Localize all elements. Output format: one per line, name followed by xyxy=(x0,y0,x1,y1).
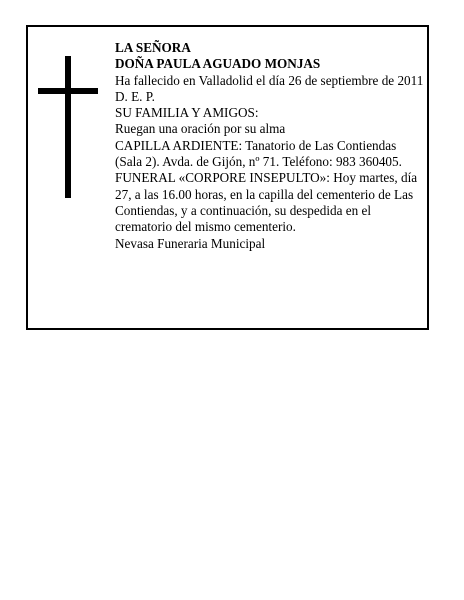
deceased-name: DOÑA PAULA AGUADO MONJAS xyxy=(115,56,321,72)
family-heading: SU FAMILIA Y AMIGOS: xyxy=(115,105,259,121)
funeral-info: FUNERAL «CORPORE INSEPULTO»: Hoy martes, día 27, a las 16.00 horas, en la capilla del cementerio de Las Contiendas, y a continuación, su despedida en el crematorio del mismo cementerio. xyxy=(115,170,418,235)
funeral-home: Nevasa Funeraria Municipal xyxy=(115,235,266,251)
rip-line: D. E. P. xyxy=(115,88,155,104)
cross-icon xyxy=(38,56,98,198)
notice-title: LA SEÑORA xyxy=(115,40,191,55)
death-statement: Ha fallecido en Valladolid el día 26 de septiembre de 2011 xyxy=(115,72,424,88)
prayer-line: Ruegan una oración por su alma xyxy=(115,121,286,137)
obituary-notice xyxy=(26,25,429,330)
chapel-info: CAPILLA ARDIENTE: Tanatorio de Las Contiendas (Sala 2). Avda. de Gijón, nº 71. Teléfono: 983 360405. xyxy=(115,137,402,170)
obituary-text xyxy=(115,40,425,252)
